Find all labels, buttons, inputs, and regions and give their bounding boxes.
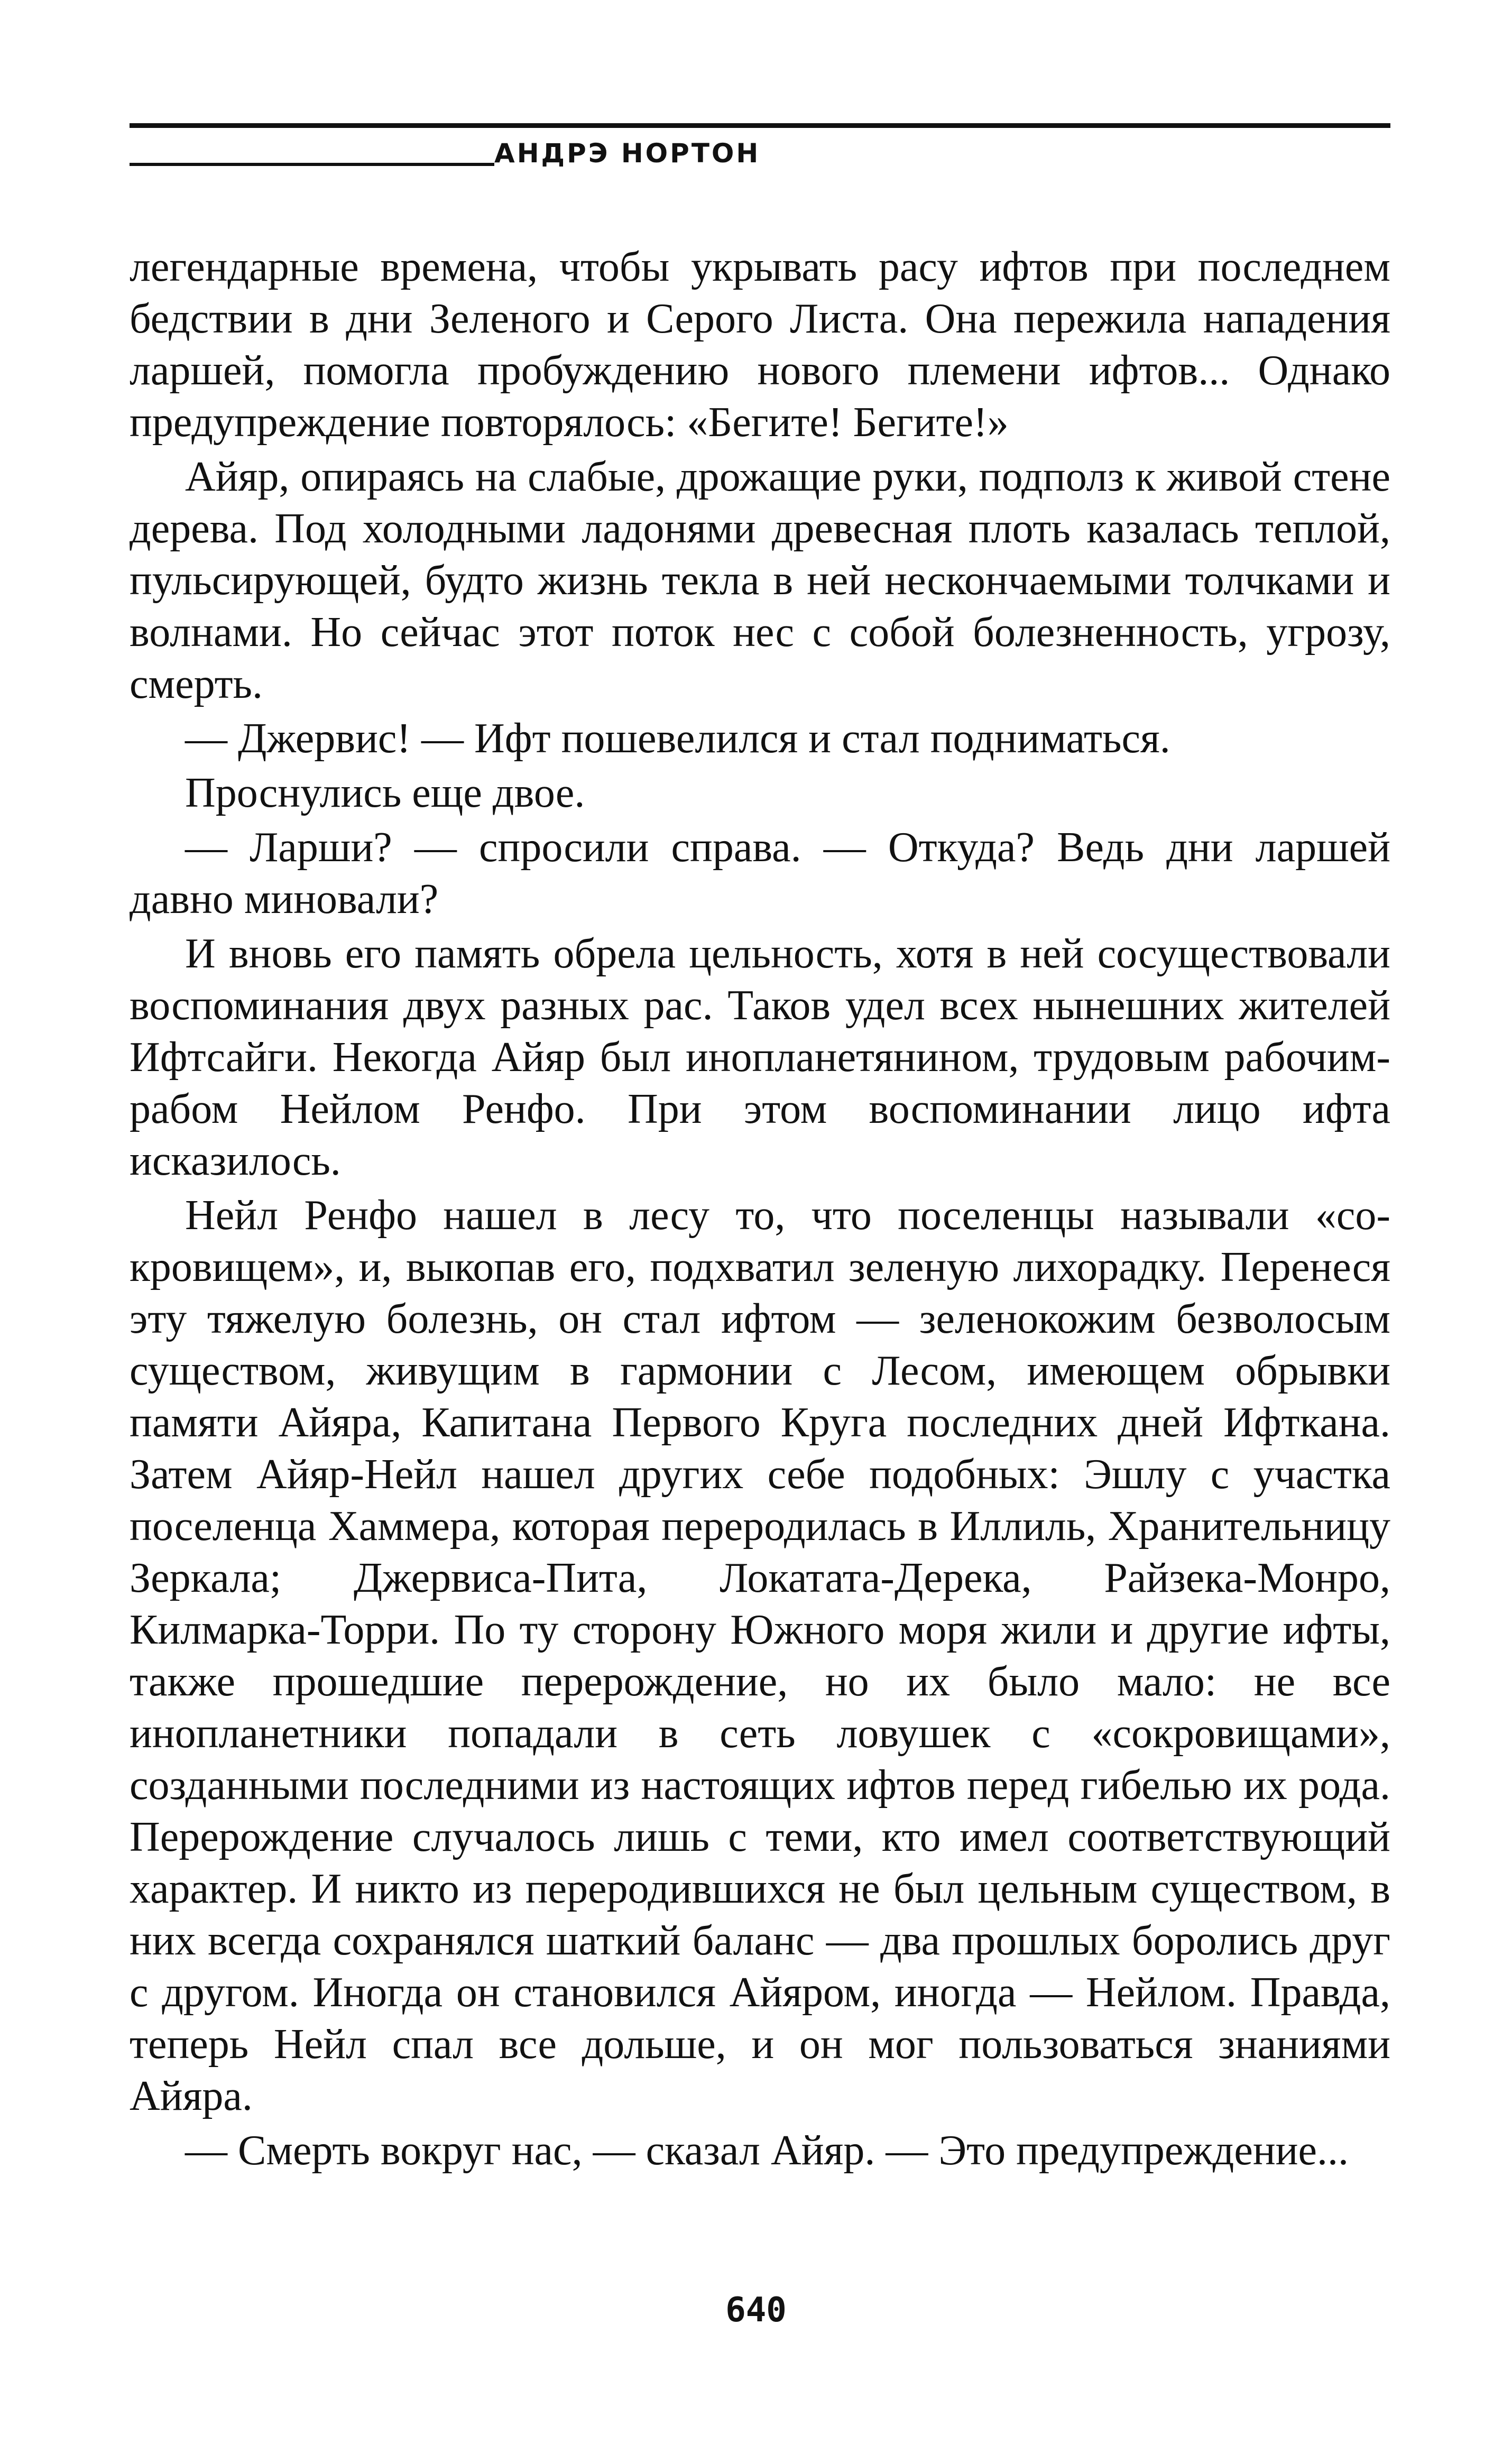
header-leader-rule <box>130 163 494 166</box>
dialogue-line: — Смерть вокруг нас, — сказал Айяр. — Это предупреждение... <box>185 2127 1349 2174</box>
paragraph: И вновь его память обрела цельность, хотя в ней сосуществовали воспоминания двух разных рас. Таков удел всех нынешних жителей Ифтсайги. Некогда Айяр был инопланетянином, трудовым рабочим-рабом Нейлом Ренфо. При этом воспоминании лицо ифта исказилось. <box>130 930 1390 1184</box>
dialogue-line: — Джервис! — Ифт пошевелился и стал подниматься. <box>185 715 1170 762</box>
running-head-author: АНДРЭ НОРТОН <box>494 138 761 169</box>
paragraph: Айяр, опираясь на слабые, дрожащие руки, подполз к живой стене дерева. Под холодными ладонями древесная плоть казалась теплой, пульсирующей, будто жизнь текла в ней нескончaемыми толчками и волнами. Но сейчас этот поток нес с собой болезненность, угрозу, смерть. <box>130 454 1390 707</box>
running-header <box>130 133 1390 171</box>
dialogue-line: — Ларши? — спросили справа. — Откуда? Ведь дни ларшей давно миновали? <box>130 824 1390 923</box>
page-number: 640 <box>725 2291 787 2330</box>
paragraph: Проснулись еще двое. <box>185 770 585 816</box>
paragraph-continued: легендарные времена, чтобы укрывать расу ифтов при последнем бедствии в дни Зеленого и Серого Листа. Она пережила нападения ларшей, помогла пробуждению нового племени ифтов... Однако предупреждение повторялось: «Бегите! Бегите!» <box>130 244 1390 446</box>
paragraph: Нейл Ренфо нашел в лесу то, что поселенцы называли «сокровищем», и, выкопав его, подхватил зеленую лихорадку. Перенеся эту тяжелую болезнь, он стал ифтом — зеленокожим безволосым существом, живущим в гармонии с Лесом, имеющем обрывки памяти Айяра, Капитана Первого Круга последних дней Ифткана. Затем Айяр-Нейл нашел других себе подобных: Эшлу с участка поселенца Хаммера, которая переродилась в Иллиль, Хранительницу Зеркала; Джервиса-Пита, Локатата-Дерека, Райзека-Монро, Килмарка-Торри. По ту сторону Южного моря жили и другие ифты, также прошедшие перерождение, но их было мало: не все инопланетники попадали в сеть ловушек с «сокровищами», созданными последними из настоящих ифтов перед гибелью их рода. Перерождение случалось лишь с теми, кто имел соответствующий характер. И никто из переродившихся не был цельным существом, в них всегда сохранялся шаткий баланс — два прошлых боролись друг с другом. Иногда он становился Айяром, иногда — Нейлом. Правда, теперь Нейл спал все дольше, и он мог пользоваться знаниями Айяра. <box>130 1192 1390 2119</box>
header-rule <box>130 123 1390 128</box>
body-text <box>130 241 1390 2179</box>
